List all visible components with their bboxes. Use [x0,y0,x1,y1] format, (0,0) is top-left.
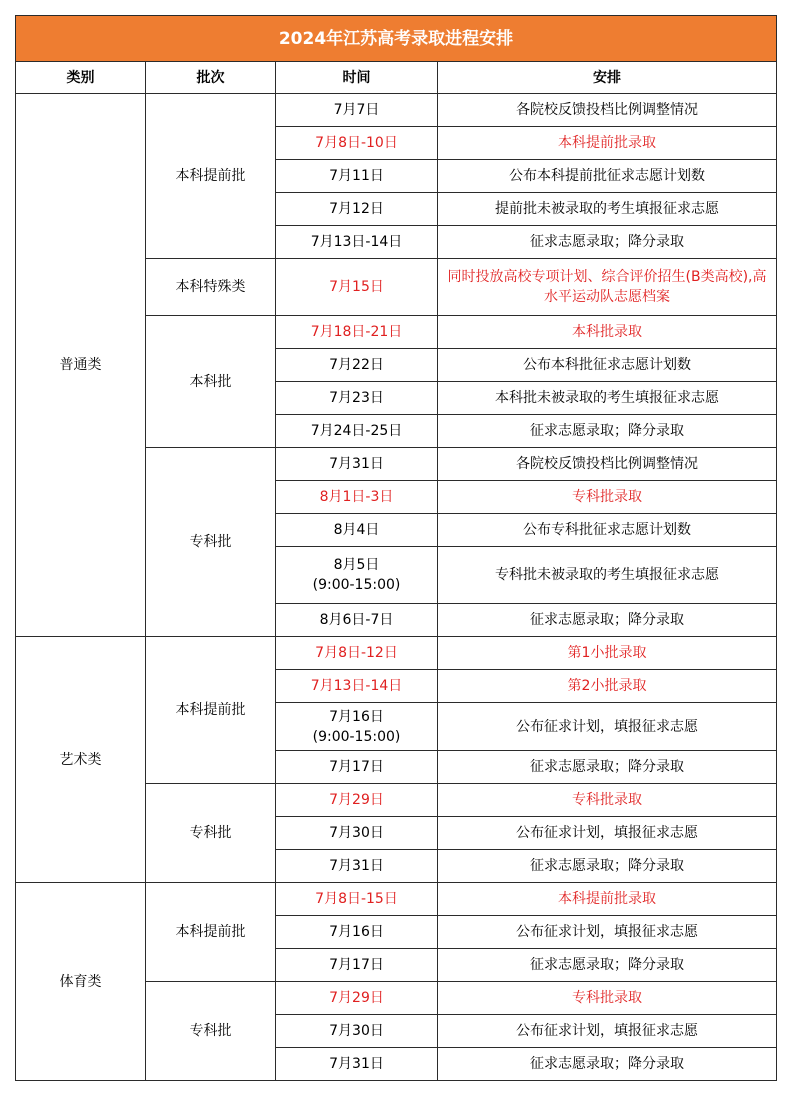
arrangement-cell: 公布本科提前批征求志愿计划数 [438,160,777,193]
time-text: 7月15日 [329,279,384,295]
header-time: 时间 [276,62,438,94]
time-cell [276,448,438,481]
time-cell [276,1015,438,1048]
table-row [16,637,777,670]
table-row [16,94,777,127]
time-cell [276,259,438,316]
time-subtext: (9:00-15:00) [312,577,401,593]
header-batch: 批次 [146,62,276,94]
time-text: 7月18日-21日 [310,324,403,340]
arrangement-cell: 征求志愿录取；降分录取 [438,604,777,637]
arrangement-cell: 公布本科批征求志愿计划数 [438,349,777,382]
admission-schedule-table [15,15,777,1081]
arrangement-cell: 专科批未被录取的考生填报征求志愿 [438,547,777,604]
time-cell [276,514,438,547]
time-text: 7月29日 [329,792,384,808]
time-text: 7月13日-14日 [310,234,403,250]
header-row [16,62,777,94]
time-cell [276,349,438,382]
batch-cell: 专科批 [146,448,276,637]
time-cell [276,226,438,259]
time-cell [276,949,438,982]
time-text: 8月1日-3日 [319,489,394,505]
time-text: 7月24日-25日 [310,423,403,439]
arrangement-cell: 本科提前批录取 [438,127,777,160]
time-cell [276,817,438,850]
time-text: 7月17日 [329,759,384,775]
arrangement-cell: 征求志愿录取；降分录取 [438,850,777,883]
time-cell [276,982,438,1015]
time-subtext: (9:00-15:00) [312,728,401,745]
time-cell [276,415,438,448]
time-cell [276,916,438,949]
header-category: 类别 [16,62,146,94]
arrangement-cell: 公布专科批征求志愿计划数 [438,514,777,547]
time-cell [276,127,438,160]
category-cell: 普通类 [16,94,146,637]
time-cell [276,382,438,415]
arrangement-cell: 公布征求计划，填报征求志愿 [438,817,777,850]
header-arrangement: 安排 [438,62,777,94]
arrangement-cell: 专科批录取 [438,784,777,817]
time-text: 7月31日 [329,456,384,472]
time-cell [276,670,438,703]
batch-cell: 专科批 [146,784,276,883]
time-cell [276,1048,438,1081]
batch-cell: 本科提前批 [146,883,276,982]
time-text: 7月22日 [329,357,384,373]
time-text: 7月8日-10日 [315,135,398,151]
time-cell [276,160,438,193]
time-text: 7月11日 [329,168,384,184]
time-cell [276,547,438,604]
arrangement-cell: 各院校反馈投档比例调整情况 [438,448,777,481]
time-text: 8月6日-7日 [319,612,394,628]
arrangement-cell: 本科提前批录取 [438,883,777,916]
time-cell [276,751,438,784]
arrangement-cell: 专科批录取 [438,982,777,1015]
time-text: 7月7日 [333,102,380,118]
schedule-body [16,94,777,1081]
arrangement-cell: 公布征求计划，填报征求志愿 [438,1015,777,1048]
time-text: 8月5日 [333,557,380,573]
time-text: 8月4日 [333,522,380,538]
arrangement-cell: 专科批录取 [438,481,777,514]
time-cell [276,703,438,751]
time-cell [276,481,438,514]
arrangement-cell: 各院校反馈投档比例调整情况 [438,94,777,127]
arrangement-cell: 第1小批录取 [438,637,777,670]
time-text: 7月31日 [329,1056,384,1072]
time-text: 7月30日 [329,1023,384,1039]
batch-cell: 专科批 [146,982,276,1081]
time-cell [276,604,438,637]
arrangement-cell: 征求志愿录取；降分录取 [438,1048,777,1081]
time-text: 7月13日-14日 [310,678,403,694]
time-cell [276,316,438,349]
arrangement-cell: 公布征求计划，填报征求志愿 [438,916,777,949]
arrangement-cell: 征求志愿录取；降分录取 [438,415,777,448]
batch-cell: 本科提前批 [146,637,276,784]
time-text: 7月8日-15日 [315,891,398,907]
arrangement-cell: 征求志愿录取；降分录取 [438,949,777,982]
batch-cell: 本科批 [146,316,276,448]
category-cell: 艺术类 [16,637,146,883]
time-cell [276,193,438,226]
table-row [16,883,777,916]
category-cell: 体育类 [16,883,146,1081]
time-text: 7月16日 [329,708,384,725]
arrangement-cell: 征求志愿录取；降分录取 [438,751,777,784]
arrangement-cell: 本科批未被录取的考生填报征求志愿 [438,382,777,415]
time-text: 7月30日 [329,825,384,841]
time-cell [276,883,438,916]
arrangement-cell: 同时投放高校专项计划、综合评价招生(B类高校),高水平运动队志愿档案 [438,259,777,316]
time-text: 7月12日 [329,201,384,217]
arrangement-cell: 本科批录取 [438,316,777,349]
time-cell [276,850,438,883]
arrangement-cell: 公布征求计划，填报征求志愿 [438,703,777,751]
time-text: 7月23日 [329,390,384,406]
time-text: 7月29日 [329,990,384,1006]
title-row [16,16,777,62]
table-title: 2024年江苏高考录取进程安排 [16,16,777,62]
arrangement-cell: 第2小批录取 [438,670,777,703]
batch-cell: 本科特殊类 [146,259,276,316]
time-cell [276,784,438,817]
time-text: 7月8日-12日 [315,645,398,661]
arrangement-cell: 提前批未被录取的考生填报征求志愿 [438,193,777,226]
time-text: 7月17日 [329,957,384,973]
time-cell [276,637,438,670]
arrangement-cell: 征求志愿录取；降分录取 [438,226,777,259]
batch-cell: 本科提前批 [146,94,276,259]
time-text: 7月31日 [329,858,384,874]
time-text: 7月16日 [329,924,384,940]
time-cell [276,94,438,127]
